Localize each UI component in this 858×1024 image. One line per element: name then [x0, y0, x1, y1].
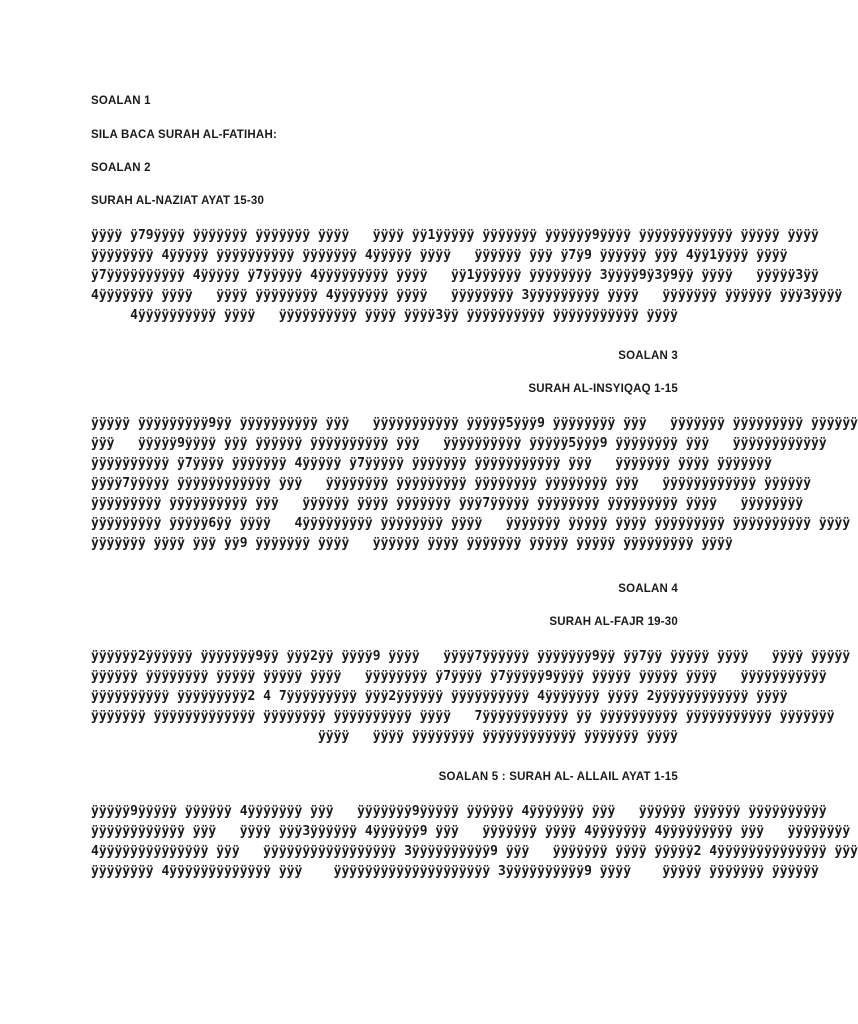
text-line: ÿÿÿ ÿÿÿÿÿ9ÿÿÿÿ ÿÿÿ ÿÿÿÿÿÿ ÿÿÿÿÿÿÿÿÿÿ ÿÿÿ ÿÿÿÿÿÿÿÿÿÿ ÿÿÿÿÿ5ÿÿÿ9 ÿÿÿÿÿÿÿÿ ÿÿÿ ÿÿÿÿÿÿÿÿÿÿÿÿ [91, 436, 827, 451]
naziat-text-block [91, 226, 843, 326]
fajr-text-block [91, 647, 851, 747]
question-1-heading: SOALAN 1 [91, 95, 151, 107]
text-line: 4ÿÿÿÿÿÿÿÿÿÿÿÿÿÿ ÿÿÿ ÿÿÿÿÿÿÿÿÿÿÿÿÿÿÿÿÿ 3ÿÿÿÿÿÿÿÿÿÿ9 ÿÿÿ ÿÿÿÿÿÿÿ ÿÿÿÿ ÿÿÿÿÿ2 4ÿÿÿÿÿÿÿÿÿÿÿÿÿÿ ÿÿÿ [91, 844, 858, 859]
text-line: ÿÿÿÿ7ÿÿÿÿÿ ÿÿÿÿÿÿÿÿÿÿÿÿ ÿÿÿ ÿÿÿÿÿÿÿÿ ÿÿÿÿÿÿÿÿÿ ÿÿÿÿÿÿÿÿ ÿÿÿÿÿÿÿÿ ÿÿÿ ÿÿÿÿÿÿÿÿÿÿÿÿ ÿÿÿÿÿÿ [91, 476, 812, 491]
text-line: ÿÿÿÿÿ ÿÿÿÿÿÿÿÿÿ9ÿÿ ÿÿÿÿÿÿÿÿÿÿ ÿÿÿ ÿÿÿÿÿÿÿÿÿÿÿ ÿÿÿÿÿ5ÿÿÿ9 ÿÿÿÿÿÿÿÿ ÿÿÿ ÿÿÿÿÿÿÿ ÿÿÿÿÿÿÿÿÿ ÿÿÿÿÿÿ [91, 416, 858, 431]
question-3-heading: SOALAN 3 [618, 350, 678, 362]
surah-naziat-heading: SURAH AL-NAZIAT AYAT 15-30 [91, 195, 265, 207]
text-line: ÿÿÿÿÿÿÿÿÿÿ ÿ7ÿÿÿÿ ÿÿÿÿÿÿÿ 4ÿÿÿÿÿ ÿ7ÿÿÿÿÿ ÿÿÿÿÿÿÿ ÿÿÿÿÿÿÿÿÿÿÿ ÿÿÿ ÿÿÿÿÿÿÿ ÿÿÿÿ ÿÿÿÿÿÿÿ [91, 456, 772, 471]
text-line: ÿÿÿÿÿÿÿÿ 4ÿÿÿÿÿÿÿÿÿÿÿÿÿ ÿÿÿ ÿÿÿÿÿÿÿÿÿÿÿÿÿÿÿÿÿÿÿÿ 3ÿÿÿÿÿÿÿÿÿÿ9 ÿÿÿÿ ÿÿÿÿÿ ÿÿÿÿÿÿÿ ÿÿÿÿÿÿ [91, 864, 819, 879]
text-line: ÿÿÿÿÿÿ ÿÿÿÿÿÿÿÿ ÿÿÿÿÿ ÿÿÿÿÿ ÿÿÿÿ ÿÿÿÿÿÿÿÿ ÿ7ÿÿÿÿ ÿ7ÿÿÿÿÿ9ÿÿÿÿ ÿÿÿÿÿ ÿÿÿÿÿ ÿÿÿÿ ÿÿÿÿÿÿÿÿÿÿÿ [91, 669, 827, 684]
instruction-read-fatihah: SILA BACA SURAH AL-FATIHAH: [91, 129, 277, 141]
text-line: ÿ7ÿÿÿÿÿÿÿÿÿÿ 4ÿÿÿÿÿ ÿ7ÿÿÿÿÿ 4ÿÿÿÿÿÿÿÿÿ ÿÿÿÿ ÿÿ1ÿÿÿÿÿÿ ÿÿÿÿÿÿÿÿ 3ÿÿÿÿ9ÿ3ÿ9ÿÿ ÿÿÿÿ ÿÿÿÿÿ3ÿÿ [91, 268, 819, 283]
text-line: ÿÿÿÿÿÿÿÿ 4ÿÿÿÿÿ ÿÿÿÿÿÿÿÿÿÿ ÿÿÿÿÿÿÿ 4ÿÿÿÿÿ ÿÿÿÿ ÿÿÿÿÿÿ ÿÿÿ ÿ7ÿ9 ÿÿÿÿÿÿ ÿÿÿ 4ÿÿ1ÿÿÿÿ ÿÿÿÿ [91, 248, 788, 263]
question-2-heading: SOALAN 2 [91, 162, 151, 174]
text-line: ÿÿÿÿ ÿ79ÿÿÿÿ ÿÿÿÿÿÿÿ ÿÿÿÿÿÿÿ ÿÿÿÿ ÿÿÿÿ ÿÿ1ÿÿÿÿÿ ÿÿÿÿÿÿÿ ÿÿÿÿÿÿ9ÿÿÿÿ ÿÿÿÿÿÿÿÿÿÿÿÿ ÿÿÿÿÿ ÿÿÿÿ [91, 228, 819, 243]
question-5-heading: SOALAN 5 : SURAH AL- ALLAIL AYAT 1-15 [438, 771, 678, 783]
insyiqaq-text-block [91, 414, 858, 554]
text-line: ÿÿÿÿÿÿÿÿÿÿÿÿ ÿÿÿ ÿÿÿÿ ÿÿÿ3ÿÿÿÿÿÿ 4ÿÿÿÿÿÿ9 ÿÿÿ ÿÿÿÿÿÿÿ ÿÿÿÿ 4ÿÿÿÿÿÿÿ 4ÿÿÿÿÿÿÿÿÿ ÿÿÿ ÿÿÿÿÿÿÿÿ [91, 824, 851, 839]
text-line: ÿÿÿÿÿÿÿ ÿÿÿÿÿÿÿÿÿÿÿÿÿ ÿÿÿÿÿÿÿÿ ÿÿÿÿÿÿÿÿÿÿ ÿÿÿÿ 7ÿÿÿÿÿÿÿÿÿÿÿ ÿÿ ÿÿÿÿÿÿÿÿÿÿ ÿÿÿÿÿÿÿÿÿÿÿ ÿÿÿÿÿÿÿ [91, 709, 835, 724]
allail-text-block [91, 802, 858, 882]
text-line: ÿÿÿÿÿÿÿÿÿ ÿÿÿÿÿ6ÿÿ ÿÿÿÿ 4ÿÿÿÿÿÿÿÿÿ ÿÿÿÿÿÿÿÿ ÿÿÿÿ ÿÿÿÿÿÿÿ ÿÿÿÿÿ ÿÿÿÿ ÿÿÿÿÿÿÿÿÿ ÿÿÿÿÿÿÿÿÿÿ ÿÿÿÿ [91, 516, 851, 531]
text-line: ÿÿÿÿÿÿÿÿÿ ÿÿÿÿÿÿÿÿÿÿ ÿÿÿ ÿÿÿÿÿÿ ÿÿÿÿ ÿÿÿÿÿÿÿ ÿÿÿ7ÿÿÿÿÿ ÿÿÿÿÿÿÿÿ ÿÿÿÿÿÿÿÿÿ ÿÿÿÿ ÿÿÿÿÿÿÿÿ [91, 496, 804, 511]
text-line: ÿÿÿÿÿÿÿÿÿÿ ÿÿÿÿÿÿÿÿÿ2 4 7ÿÿÿÿÿÿÿÿÿ ÿÿÿ2ÿÿÿÿÿÿ ÿÿÿÿÿÿÿÿÿÿ 4ÿÿÿÿÿÿÿ ÿÿÿÿ 2ÿÿÿÿÿÿÿÿÿÿÿÿ ÿÿÿÿ [91, 689, 788, 704]
text-line: ÿÿÿÿ ÿÿÿÿ ÿÿÿÿÿÿÿÿ ÿÿÿÿÿÿÿÿÿÿÿÿ ÿÿÿÿÿÿÿ ÿÿÿÿ [317, 729, 678, 744]
surah-insyiqaq-heading: SURAH AL-INSYIQAQ 1-15 [528, 383, 678, 395]
text-line: 4ÿÿÿÿÿÿÿ ÿÿÿÿ ÿÿÿÿ ÿÿÿÿÿÿÿÿ 4ÿÿÿÿÿÿÿ ÿÿÿÿ ÿÿÿÿÿÿÿÿ 3ÿÿÿÿÿÿÿÿÿ ÿÿÿÿ ÿÿÿÿÿÿÿ ÿÿÿÿÿÿ ÿÿÿ3ÿÿÿÿ [91, 288, 843, 303]
question-4-heading: SOALAN 4 [618, 583, 678, 595]
text-line: ÿÿÿÿÿÿ2ÿÿÿÿÿÿ ÿÿÿÿÿÿÿ9ÿÿ ÿÿÿ2ÿÿ ÿÿÿÿ9 ÿÿÿÿ ÿÿÿÿ7ÿÿÿÿÿÿ ÿÿÿÿÿÿÿ9ÿÿ ÿÿ7ÿÿ ÿÿÿÿÿ ÿÿÿÿ ÿÿÿÿ ÿÿÿÿÿ [91, 649, 851, 664]
text-line: ÿÿÿÿÿÿÿ ÿÿÿÿ ÿÿÿ ÿÿ9 ÿÿÿÿÿÿÿ ÿÿÿÿ ÿÿÿÿÿÿ ÿÿÿÿ ÿÿÿÿÿÿÿ ÿÿÿÿÿ ÿÿÿÿÿ ÿÿÿÿÿÿÿÿÿ ÿÿÿÿ [91, 536, 733, 551]
surah-fajr-heading: SURAH AL-FAJR 19-30 [549, 616, 678, 628]
text-line: 4ÿÿÿÿÿÿÿÿÿÿ ÿÿÿÿ ÿÿÿÿÿÿÿÿÿÿ ÿÿÿÿ ÿÿÿÿ3ÿÿ ÿÿÿÿÿÿÿÿÿÿ ÿÿÿÿÿÿÿÿÿÿÿ ÿÿÿÿ [130, 308, 678, 323]
text-line: ÿÿÿÿÿ9ÿÿÿÿÿ ÿÿÿÿÿÿ 4ÿÿÿÿÿÿÿ ÿÿÿ ÿÿÿÿÿÿÿ9ÿÿÿÿÿ ÿÿÿÿÿÿ 4ÿÿÿÿÿÿÿ ÿÿÿ ÿÿÿÿÿÿ ÿÿÿÿÿÿ ÿÿÿÿÿÿÿÿÿÿ [91, 804, 827, 819]
